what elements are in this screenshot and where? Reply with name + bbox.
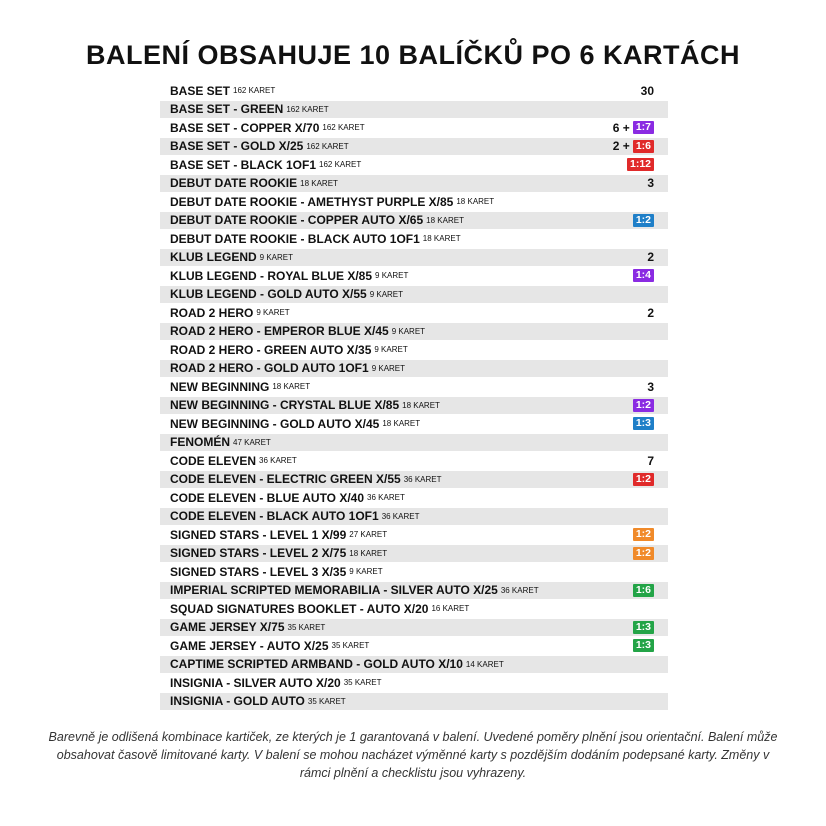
ratio-badge: 1:2 [633,473,654,486]
row-value [633,582,654,600]
row-value [613,119,654,137]
row-name: SIGNED STARS - LEVEL 2 X/75 [170,546,347,561]
row-name: FENOMÉN [170,435,230,450]
row-name: DEBUT DATE ROOKIE - COPPER AUTO X/65 [170,213,424,228]
row-count: 18 KARET [349,548,388,558]
row-quantity: 2 + [612,139,630,154]
row-name: ROAD 2 HERO - EMPEROR BLUE X/45 [170,324,389,339]
table-row [160,508,668,527]
table-row [160,582,668,601]
row-count: 162 KARET [286,104,329,114]
row-count: 35 KARET [343,678,382,688]
table-row [160,341,668,360]
footnote: Barevně je odlišená kombinace kartiček, ze kterých je 1 garantovaná v balení. Uvedené poměry plnění jsou orientační. Balení může obsahovat časově limitované karty. V balení se mohou nacházet výměnné karty s pozdějším dodáním podepsané karty. Změny v rámci plnění a checklistu jsou vyhrazeny. [48,730,778,780]
table-row [160,156,668,175]
row-quantity: 3 [647,379,654,394]
row-count: 9 KARET [369,289,404,299]
row-value [633,526,654,544]
table-row [160,619,668,638]
table-row [160,545,668,564]
row-value [633,471,654,489]
row-value [633,212,654,230]
ratio-badge: 1:3 [633,621,654,634]
row-value [627,156,654,174]
table-row [160,119,668,138]
row-quantity: 30 [640,83,654,98]
row-name: DEBUT DATE ROOKIE - AMETHYST PURPLE X/85 [170,194,454,209]
row-count: 9 KARET [349,567,383,577]
table-row [160,526,668,545]
row-count: 36 KARET [403,474,442,484]
table-row [160,267,668,286]
row-name: KLUB LEGEND - ROYAL BLUE X/85 [170,268,373,283]
table-row [160,82,668,101]
row-value [647,175,654,193]
row-count: 162 KARET [306,141,349,151]
row-name: KLUB LEGEND [170,250,257,265]
table-row [160,656,668,675]
row-count: 27 KARET [349,530,388,540]
row-name: CAPTIME SCRIPTED ARMBAND - GOLD AUTO X/10 [170,657,463,672]
ratio-badge: 1:6 [633,584,654,597]
row-count: 9 KARET [256,308,290,318]
table-row [160,286,668,305]
row-count: 14 KARET [465,659,504,669]
row-name: CODE ELEVEN - ELECTRIC GREEN X/55 [170,472,401,487]
table-row [160,101,668,120]
row-count: 35 KARET [331,641,370,651]
row-name: IMPERIAL SCRIPTED MEMORABILIA - SILVER AUTO X/25 [170,583,498,598]
row-name: GAME JERSEY X/75 [170,620,285,635]
row-count: 18 KARET [426,215,464,225]
row-count: 35 KARET [307,696,346,706]
row-value [641,82,654,100]
table-row [160,637,668,656]
ratio-badge: 1:3 [633,417,654,430]
table-row [160,415,668,434]
row-name: BASE SET - GOLD X/25 [170,139,304,154]
table-row [160,489,668,508]
row-count: 9 KARET [371,363,406,373]
row-quantity: 6 + [612,120,630,135]
table-row [160,471,668,490]
row-name: CODE ELEVEN - BLUE AUTO X/40 [170,490,365,505]
row-count: 47 KARET [233,437,271,447]
row-value [633,545,654,563]
row-name: DEBUT DATE ROOKIE [170,176,298,191]
row-value [633,637,654,655]
row-name: SIGNED STARS - LEVEL 3 X/35 [170,564,347,579]
ratio-badge: 1:12 [627,158,654,171]
row-name: CODE ELEVEN [170,453,257,468]
row-name: SIGNED STARS - LEVEL 1 X/99 [170,527,347,542]
row-quantity: 2 [647,305,654,320]
row-name: BASE SET - COPPER X/70 [170,120,320,135]
ratio-badge: 1:2 [633,214,654,227]
ratio-badge: 1:6 [633,140,654,153]
checklist-table [160,82,668,711]
ratio-badge: 1:4 [633,269,654,282]
table-row [160,193,668,212]
row-name: INSIGNIA - GOLD AUTO [170,694,305,709]
row-name: ROAD 2 HERO - GREEN AUTO X/35 [170,342,372,357]
table-row [160,138,668,157]
row-count: 18 KARET [456,197,495,207]
row-name: BASE SET - GREEN [170,102,284,117]
row-count: 9 KARET [374,345,408,355]
row-count: 9 KARET [391,326,426,336]
row-value [633,267,654,285]
ratio-badge: 1:7 [633,121,654,134]
row-name: NEW BEGINNING [170,379,270,394]
ratio-badge: 1:3 [633,639,654,652]
row-value [633,415,654,433]
row-value [633,397,654,415]
table-row [160,230,668,249]
ratio-badge: 1:2 [633,528,654,541]
row-count: 9 KARET [375,271,409,281]
table-row [160,600,668,619]
row-count: 36 KARET [367,493,405,503]
row-value [613,138,654,156]
row-value [647,304,654,322]
row-name: INSIGNIA - SILVER AUTO X/20 [170,675,341,690]
row-value [647,249,654,267]
row-count: 162 KARET [319,160,362,170]
row-count: 18 KARET [300,178,338,188]
row-value [647,452,654,470]
row-count: 36 KARET [381,511,420,521]
row-name: GAME JERSEY - AUTO X/25 [170,638,329,653]
table-row [160,397,668,416]
table-row [160,175,668,194]
row-value [633,619,654,637]
table-row [160,693,668,712]
table-row [160,304,668,323]
row-count: 35 KARET [287,622,326,632]
row-quantity: 2 [647,250,654,265]
row-name: ROAD 2 HERO [170,305,254,320]
table-row [160,434,668,453]
row-name: KLUB LEGEND - GOLD AUTO X/55 [170,287,367,302]
table-row [160,452,668,471]
row-name: SQUAD SIGNATURES BOOKLET - AUTO X/20 [170,601,429,616]
row-name: BASE SET - BLACK 1OF1 [170,157,317,172]
table-row [160,360,668,379]
page-title: BALENÍ OBSAHUJE 10 BALÍČKŮ PO 6 KARTÁCH [85,40,741,70]
ratio-badge: 1:2 [633,547,654,560]
row-name: NEW BEGINNING - CRYSTAL BLUE X/85 [170,398,400,413]
table-row [160,212,668,231]
table-row [160,378,668,397]
row-name: BASE SET [170,83,231,98]
row-count: 18 KARET [272,382,311,392]
table-row [160,563,668,582]
row-name: CODE ELEVEN - BLACK AUTO 1OF1 [170,509,379,524]
row-count: 36 KARET [259,456,297,466]
row-count: 18 KARET [402,400,440,410]
row-count: 16 KARET [431,604,470,614]
row-count: 18 KARET [422,234,461,244]
row-count: 36 KARET [500,585,539,595]
row-count: 9 KARET [259,252,294,262]
table-row [160,249,668,268]
row-quantity: 3 [647,176,654,191]
row-name: NEW BEGINNING - GOLD AUTO X/45 [170,416,380,431]
row-quantity: 7 [647,453,654,468]
row-count: 18 KARET [382,419,421,429]
row-name: DEBUT DATE ROOKIE - BLACK AUTO 1OF1 [170,231,420,246]
row-value [647,378,654,396]
row-name: ROAD 2 HERO - GOLD AUTO 1OF1 [170,361,369,376]
row-count: 162 KARET [233,86,276,96]
table-row [160,674,668,693]
ratio-badge: 1:2 [633,399,654,412]
table-row [160,323,668,342]
row-count: 162 KARET [322,123,365,133]
